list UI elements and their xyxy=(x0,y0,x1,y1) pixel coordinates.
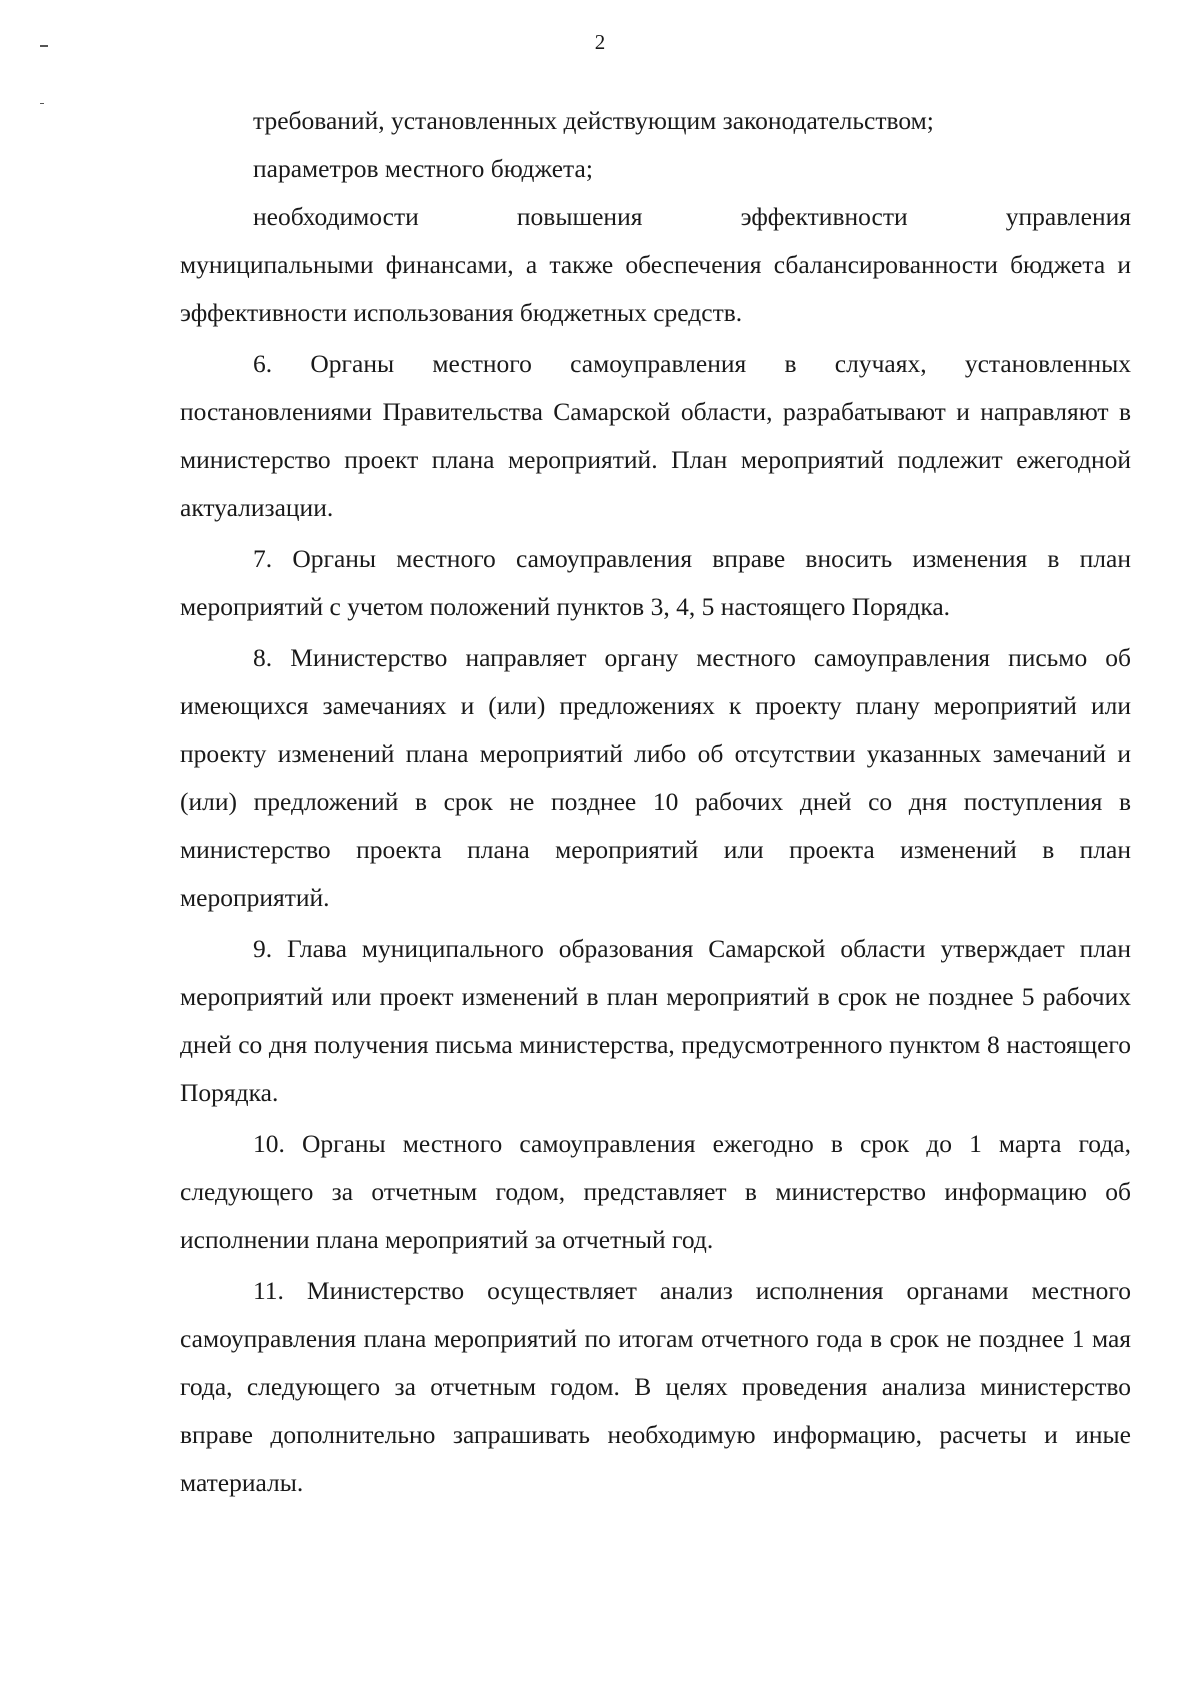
paragraph-item-9: 9. Глава муниципального образования Самарской области утверждает план мероприятий или проект изменений в план мероприятий в срок не позднее 5 рабочих дней со дня получения письма министерства, предусмотренного пунктом 8 настоящего Порядка. xyxy=(180,934,1131,1107)
paragraph-item-8: 8. Министерство направляет органу местного самоуправления письмо об имеющихся замечаниях и (или) предложениях к проекту плану мероприятий или проекту изменений плана мероприятий либо об отсутствии указанных замечаний и (или) предложений в срок не позднее 10 рабочих дней со дня поступления в министерство проекта плана мероприятий или проекта изменений в план мероприятий. xyxy=(180,643,1131,912)
paragraph-efficiency-first-line: необходимости повышения эффективности управления xyxy=(253,202,1131,231)
paragraph-item-11: 11. Министерство осуществляет анализ исполнения органами местного самоуправления плана мероприятий по итогам отчетного года в срок не позднее 1 мая года, следующего за отчетным годом. В целях проведения анализа министерство вправе дополнительно запрашивать необходимую информацию, расчеты и иные материалы. xyxy=(180,1276,1131,1497)
paragraph-efficiency xyxy=(180,193,1131,241)
paragraph-item-6: 6. Органы местного самоуправления в случаях, установленных постановлениями Правительства Самарской области, разрабатывают и направляют в министерство проект плана мероприятий. План мероприятий подлежит ежегодной актуализации. xyxy=(180,349,1131,522)
scan-artifact-mark xyxy=(40,45,48,47)
paragraph-requirements: требований, установленных действующим законодательством; xyxy=(253,106,934,135)
document-body xyxy=(180,97,1131,1507)
paragraph-budget-parameters: параметров местного бюджета; xyxy=(253,154,593,183)
scan-artifact-mark xyxy=(40,103,44,104)
paragraph-item-7: 7. Органы местного самоуправления вправе вносить изменения в план мероприятий с учетом положений пунктов 3, 4, 5 настоящего Порядка. xyxy=(180,544,1131,621)
paragraph-item-10: 10. Органы местного самоуправления ежегодно в срок до 1 марта года, следующего за отчетным годом, представляет в министерство информацию об исполнении плана мероприятий за отчетный год. xyxy=(180,1129,1131,1254)
page-number: 2 xyxy=(594,30,606,54)
paragraph-efficiency-rest: муниципальными финансами, а также обеспечения сбалансированности бюджета и эффективности использования бюджетных средств. xyxy=(180,250,1131,327)
